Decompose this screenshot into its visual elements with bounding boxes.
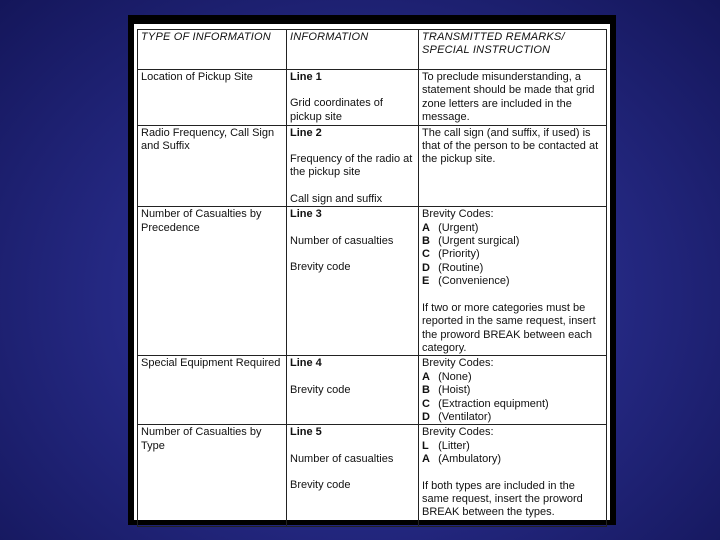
brevity-codes-title: Brevity Codes: (422, 357, 494, 370)
header-information: INFORMATION (287, 30, 419, 70)
code-letter: E (422, 275, 430, 288)
code-text: (Priority) (438, 248, 480, 261)
code-letter: B (422, 384, 430, 397)
code-letter: D (422, 261, 430, 274)
remarks-note: If both types are included in the same request, insert the proword BREAK between the types. (422, 479, 583, 519)
remarks-text: The call sign (and suffix, if used) is that of the person to be contacted at the pickup site. (422, 126, 599, 166)
header-row (138, 30, 607, 70)
info-text: Number of casualties (290, 234, 394, 247)
line-label: Line 3 (290, 208, 322, 221)
info-cell (287, 356, 419, 425)
code-text: (Ambulatory) (438, 453, 502, 466)
remarks-cell (419, 356, 607, 425)
remarks-note: If two or more categories must be reported in the same request, insert the proword BREAK between each category. (422, 301, 596, 354)
medevac-request-table (137, 29, 607, 527)
code-letter: L (422, 439, 429, 452)
line-label: Line 1 (290, 71, 322, 83)
code-text: (Urgent surgical) (438, 235, 520, 248)
code-letter: C (422, 397, 430, 410)
code-letter: C (422, 248, 430, 261)
info-text: Frequency of the radio at the pickup site (290, 153, 413, 179)
info-cell (287, 70, 419, 126)
type-cell: Special Equipment Required (138, 356, 287, 425)
type-cell: Number of Casualties by Precedence (138, 207, 287, 356)
info-text: Brevity code (290, 261, 351, 274)
code-letter: B (422, 235, 430, 248)
type-cell: Radio Frequency, Call Sign and Suffix (138, 125, 287, 207)
header-transmitted-remarks: TRANSMITTED REMARKS/ SPECIAL INSTRUCTION (419, 30, 607, 70)
table-row (138, 356, 607, 425)
info-text: Number of casualties (290, 452, 394, 465)
line-label: Line 4 (290, 357, 322, 370)
code-text: (Ventilator) (438, 410, 492, 423)
header-type-of-information: TYPE OF INFORMATION (138, 30, 287, 70)
info-cell (287, 125, 419, 207)
type-cell: Location of Pickup Site (138, 70, 287, 126)
remarks-cell (419, 425, 607, 527)
code-text: (None) (438, 370, 472, 383)
brevity-code-item (422, 440, 603, 453)
info-cell (287, 207, 419, 356)
brevity-codes-title: Brevity Codes: (422, 208, 494, 221)
code-text: (Urgent) (438, 221, 479, 234)
remarks-text: To preclude misunderstanding, a statement should be made that grid zone letters are included in the message. (422, 71, 595, 124)
info-text: Grid coordinates of pickup site (290, 97, 383, 123)
remarks-cell (419, 207, 607, 356)
code-letter: D (422, 410, 430, 423)
info-text: Brevity code (290, 479, 351, 492)
code-text: (Routine) (438, 261, 484, 274)
remarks-cell (419, 125, 607, 207)
code-text: (Convenience) (438, 275, 510, 288)
code-text: (Extraction equipment) (438, 397, 549, 410)
code-letter: A (422, 221, 430, 234)
table-row (138, 125, 607, 207)
brevity-code-item (422, 275, 603, 288)
info-cell (287, 425, 419, 527)
code-letter: A (422, 453, 430, 466)
info-text: Call sign and suffix (290, 192, 383, 205)
brevity-code-item (422, 371, 603, 384)
code-letter: A (422, 370, 430, 383)
table-row (138, 207, 607, 356)
line-label: Line 2 (290, 126, 322, 139)
brevity-code-item (422, 398, 603, 411)
line-label: Line 5 (290, 426, 322, 439)
brevity-code-item (422, 384, 603, 397)
document-page (134, 24, 610, 520)
brevity-code-item (422, 411, 603, 424)
brevity-code-item (422, 453, 603, 466)
type-cell: Number of Casualties by Type (138, 425, 287, 527)
code-text: (Hoist) (438, 384, 471, 397)
info-text: Brevity code (290, 383, 351, 396)
remarks-cell (419, 70, 607, 126)
brevity-code-item (422, 222, 603, 235)
brevity-code-item (422, 248, 603, 261)
brevity-code-item (422, 262, 603, 275)
brevity-code-item (422, 235, 603, 248)
table-row (138, 70, 607, 126)
brevity-codes-title: Brevity Codes: (422, 426, 494, 439)
table-row (138, 425, 607, 527)
code-text: (Litter) (438, 439, 470, 452)
